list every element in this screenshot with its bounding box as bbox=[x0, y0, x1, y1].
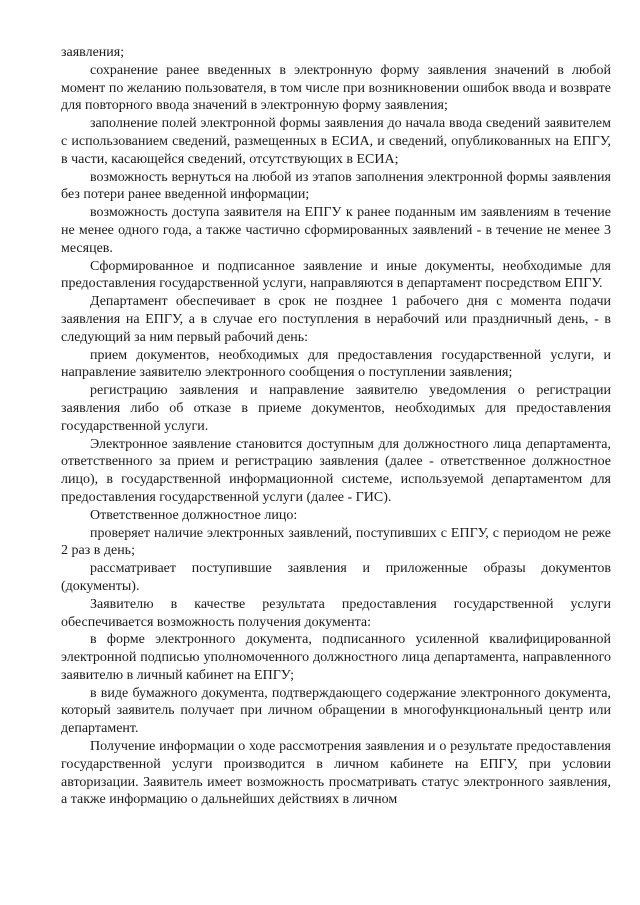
paragraph: Получение информации о ходе рассмотрения заявления и о результате предоставления государственной услуги производится в личном кабинете на ЕПГУ, при условии авторизации. Заявитель имеет возможность просматривать статус электронного заявления, а также информацию о дальнейших действиях в личном bbox=[61, 739, 611, 808]
document-page bbox=[61, 44, 611, 809]
paragraph: возможность вернуться на любой из этапов заполнения электронной формы заявления без потери ранее введенной информации; bbox=[61, 169, 611, 203]
paragraph: сохранение ранее введенных в электронную форму заявления значений в любой момент по желанию пользователя, в том числе при возникновении ошибок ввода и возврате для повторного ввода значений в электронную форму заявления; bbox=[61, 62, 611, 114]
paragraph: заполнение полей электронной формы заявления до начала ввода сведений заявителем с использованием сведений, размещенных в ЕСИА, и сведений, опубликованных на ЕПГУ, в части, касающейся сведений, отсутствующих в ЕСИА; bbox=[61, 116, 611, 167]
paragraph: Сформированное и подписанное заявление и иные документы, необходимые для предоставления государственной услуги, направляются в департамент посредством ЕПГУ. bbox=[61, 258, 611, 292]
paragraph-continuation: заявления; bbox=[61, 45, 125, 60]
paragraph: прием документов, необходимых для предоставления государственной услуги, и направление заявителю электронного сообщения о поступлении заявления; bbox=[61, 347, 611, 381]
paragraph: рассматривает поступившие заявления и приложенные образы документов (документы). bbox=[61, 561, 611, 594]
paragraph: в форме электронного документа, подписанного усиленной квалифицированной электронной подписью уполномоченного должностного лица департамента, направленного заявителю в личный кабинет на ЕПГУ; bbox=[61, 632, 611, 683]
paragraph: регистрацию заявления и направление заявителю уведомления о регистрации заявления либо об отказе в приеме документов, необходимых для предоставления государственной услуги. bbox=[61, 383, 611, 434]
paragraph: возможность доступа заявителя на ЕПГУ к ранее поданным им заявлениям в течение не менее одного года, а также частично сформированных заявлений - в течение не менее 3 месяцев. bbox=[61, 205, 611, 256]
paragraph: Заявителю в качестве результата предоставления государственной услуги обеспечивается возможность получения документа: bbox=[61, 596, 611, 630]
paragraph: проверяет наличие электронных заявлений, поступивших с ЕПГУ, с периодом не реже 2 раз в день; bbox=[61, 525, 611, 559]
paragraph: Ответственное должностное лицо: bbox=[90, 507, 298, 523]
paragraph: Электронное заявление становится доступным для должностного лица департамента, ответственного за прием и регистрацию заявления (далее - ответственное должностное лицо), в государственной информационной системе, используемой департаментом для предоставления государственной услуги (далее - ГИС). bbox=[61, 436, 611, 505]
paragraph: Департамент обеспечивает в срок не позднее 1 рабочего дня с момента подачи заявления на ЕПГУ, а в случае его поступления в нерабочий или праздничный день, - в следующий за ним первый рабочий день: bbox=[61, 294, 611, 345]
paragraph: в виде бумажного документа, подтверждающего содержание электронного документа, который заявитель получает при личном обращении в многофункциональный центр или департамент. bbox=[61, 685, 611, 737]
